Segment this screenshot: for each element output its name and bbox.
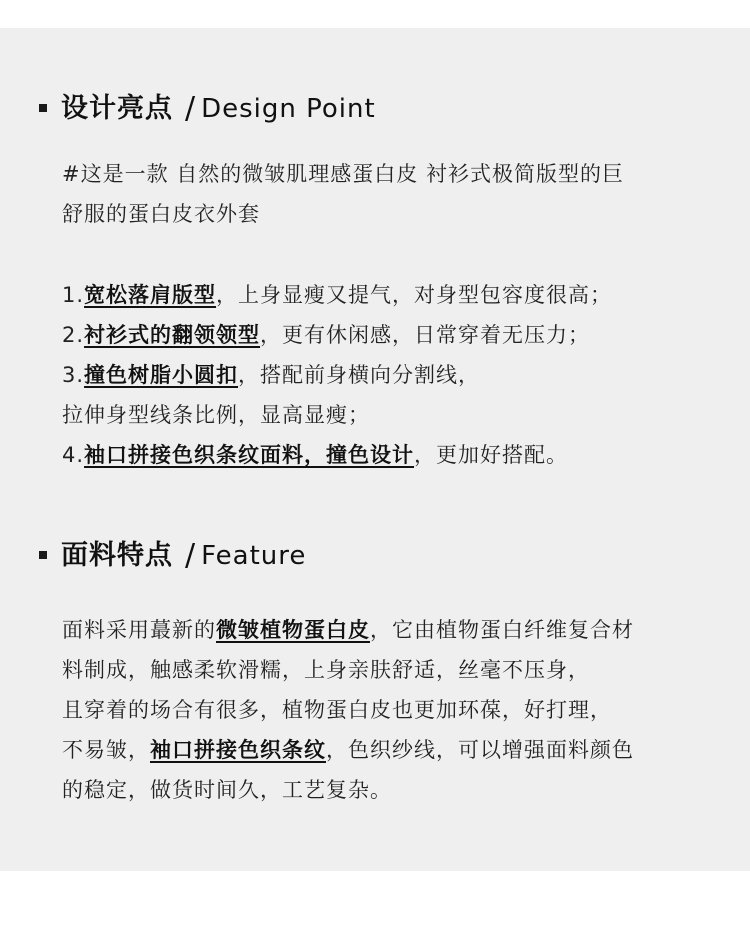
item-text: ，上身显瘦又提气，对身型包容度很高； — [216, 283, 613, 307]
feature-text: ，色织纱线，可以增强面料颜色 — [326, 738, 634, 762]
design-point-title — [61, 88, 376, 132]
design-point-item — [62, 355, 722, 395]
feature-text: 面料采用蕞新的 — [62, 618, 216, 642]
square-bullet-icon — [39, 104, 47, 112]
item-highlight: 撞色树脂小圆扣 — [84, 363, 239, 387]
design-point-heading — [0, 88, 750, 128]
feature-text: ，它由植物蛋白纤维复合材 — [370, 618, 634, 642]
feature-line: 的稳定，做货时间久，工艺复杂。 — [62, 778, 392, 802]
design-title-cn: 设计亮点 — [61, 93, 173, 124]
design-point-section — [0, 88, 750, 467]
item-number: 4. — [62, 443, 85, 467]
feature-highlight: 微皱植物蛋白皮 — [216, 618, 370, 642]
intro-line: #这是一款 自然的微皱肌理感蛋白皮 衬衫式极简版型的巨 — [62, 162, 624, 186]
design-point-item — [62, 315, 722, 355]
design-point-item — [62, 275, 722, 315]
feature-text: 不易皱， — [62, 738, 150, 762]
feature-paragraph — [62, 610, 722, 810]
design-point-item-continuation: 拉伸身型线条比例，显高显瘦； — [62, 403, 370, 427]
item-text: ，更有休闲感，日常穿着无压力； — [260, 323, 591, 347]
title-separator: / — [185, 91, 196, 126]
feature-line: 且穿着的场合有很多，植物蛋白皮也更加环葆，好打理， — [62, 698, 612, 722]
feature-section — [0, 535, 750, 802]
item-highlight: 宽松落肩版型 — [84, 283, 217, 307]
feature-line: 料制成，触感柔软滑糯，上身亲肤舒适，丝毫不压身， — [62, 658, 590, 682]
feature-title — [61, 535, 306, 579]
item-text: ，搭配前身横向分割线， — [238, 363, 481, 387]
item-number: 1. — [62, 283, 85, 307]
item-number: 2. — [62, 323, 85, 347]
feature-title-en: Feature — [201, 541, 307, 571]
design-intro-paragraph — [62, 154, 722, 234]
feature-highlight: 袖口拼接色织条纹 — [150, 738, 326, 762]
design-point-list — [62, 275, 722, 475]
feature-title-cn: 面料特点 — [61, 540, 173, 571]
item-highlight: 衬衫式的翻领领型 — [84, 323, 261, 347]
item-number: 3. — [62, 363, 85, 387]
item-text: ，更加好搭配。 — [414, 443, 569, 467]
intro-line: 舒服的蛋白皮衣外套 — [62, 202, 260, 226]
item-highlight: 袖口拼接色织条纹面料，撞色设计 — [84, 443, 415, 467]
design-title-en: Design Point — [201, 94, 376, 124]
feature-line — [62, 610, 722, 650]
title-separator: / — [185, 538, 196, 573]
feature-line — [62, 730, 722, 770]
feature-heading — [0, 535, 750, 575]
square-bullet-icon — [39, 551, 47, 559]
design-point-item — [62, 435, 722, 475]
